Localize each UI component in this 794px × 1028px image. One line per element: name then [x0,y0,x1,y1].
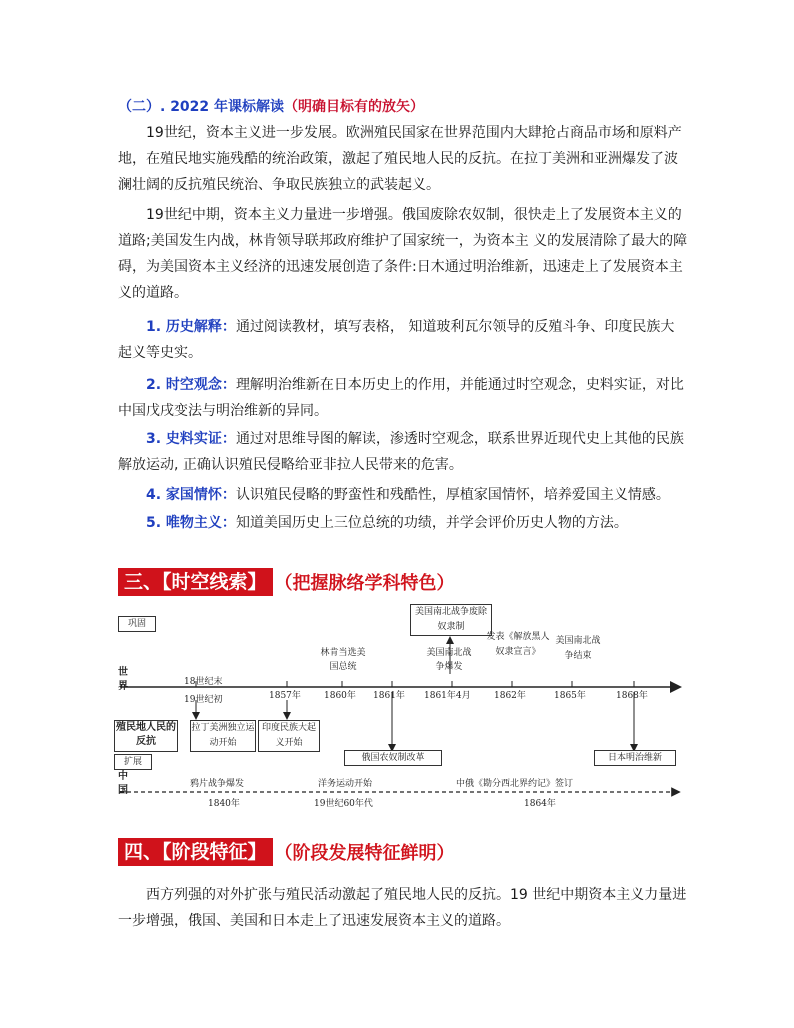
section-title-main: （二）. 2022 年课标解读 [118,99,285,115]
date-1861-april: 1861年4月 [424,691,471,701]
standard-item-2 [118,372,688,424]
date-18c-end: 18世纪末 [184,677,223,687]
china-event-opium-war: 鸦片战争爆发 [190,779,245,789]
standard-text: 认识殖民侵略的野蛮性和残酷性，厚植家国情怀，培养爱国主义情感。 [235,487,670,503]
date-1857: 1857年 [269,691,301,701]
china-date-1864: 1864年 [524,799,556,809]
label-china: 中国 [118,771,128,796]
date-1861: 1861年 [373,691,405,701]
standard-item-1 [118,314,688,366]
date-1860: 1860年 [324,691,356,701]
event-war-start: 美国南北战争爆发 [426,648,472,672]
banner-box: 四、【阶段特征】 [118,838,273,866]
china-event-treaty: 中俄《勘分西北界约记》签订 [456,779,574,789]
label-kuozhan: 扩展 [114,754,152,770]
date-1862: 1862年 [494,691,526,701]
date-1865: 1865年 [554,691,586,701]
timeline-diagram [112,600,684,810]
event-russia-box: 俄国农奴制改革 [344,750,442,766]
label-gonggu: 巩固 [118,616,156,632]
banner-subtitle: （阶段发展特征鲜明） [274,843,455,864]
paragraph-stage: 西方列强的对外扩张与殖民活动激起了殖民地人民的反抗。19 世纪中期资本主义力量进一步增强，俄国、美国和日本走上了迅速发展资本主义的道路。 [118,887,687,929]
event-lincoln-elected: 林肯当选美国总统 [320,648,366,672]
section-banner-timeline [118,568,455,596]
china-date-1840: 1840年 [208,799,240,809]
event-latin-america-box: 拉丁美洲独立运动开始 [190,720,256,752]
event-abolition-box: 美国南北战争废除奴隶制 [410,604,492,636]
standard-text: 理解明治维新在日本历史上的作用，并能通过时空观念，史料实证，对比中国戊戌变法与明治维新的异同。 [118,377,684,419]
section-banner-stage [118,838,455,866]
section-title-standards [118,96,424,116]
standard-label: 2. 时空观念： [146,377,236,393]
china-event-westernization: 洋务运动开始 [318,779,373,789]
event-india-box: 印度民族大起义开始 [258,720,320,752]
banner-subtitle: （把握脉络学科特色） [274,573,455,594]
paragraph-1: 19世纪，资本主义进一步发展。欧洲殖民国家在世界范围内大肆抢占商品市场和原料产地，在殖民地实施残酷的统治政策，激起了殖民地人民的反抗。在拉丁美洲和亚洲爆发了波澜壮阔的反抗殖民统治、争取民族独立的武装起义。 [118,125,682,193]
china-date-1860s: 19世纪60年代 [314,799,373,809]
standard-text: 通过阅读教材，填写表格， 知道玻利瓦尔领导的反殖斗争、印度民族大起义等史实。 [118,319,675,361]
label-colonial-resistance: 殖民地人民的反抗 [114,720,178,752]
standard-text: 通过对思维导图的解读，渗透时空观念，联系世界近现代史上其他的民族解放运动, 正确认识殖民侵略给亚非拉人民带来的危害。 [118,431,684,473]
standard-item-4 [118,482,688,508]
standard-label: 1. 历史解释： [146,319,236,335]
date-19c-early: 19世纪初 [184,695,223,705]
date-1868: 1868年 [616,691,648,701]
label-world: 世界 [118,667,128,692]
standard-item-3 [118,426,688,478]
standard-text: 知道美国历史上三位总统的功绩，并学会评价历史人物的方法。 [235,515,628,531]
event-war-end: 美国南北战争结束 [555,636,601,661]
standard-label: 5. 唯物主义： [146,515,236,531]
standard-label: 3. 史料实证： [146,431,236,447]
standard-item-5 [118,510,688,536]
banner-box: 三、【时空线索】 [118,568,273,596]
standard-label: 4. 家国情怀： [146,487,236,503]
section-title-sub: （明确目标有的放矢） [284,99,425,115]
event-meiji-box: 日本明治维新 [594,750,676,766]
paragraph-2: 19世纪中期，资本主义力量进一步增强。俄国废除农奴制，很快走上了发展资本主义的道路;美国发生内战，林肯领导联邦政府维护了国家统一，为资本主 义的发展清除了最大的障碍，为美国资本主义经济的迅速发展创造了条件:日木通过明治维新，迅速走上了发展资本主义的道路。 [118,207,688,301]
event-emancipation: 发表《解放黑人奴隶宣言》 [486,632,550,657]
